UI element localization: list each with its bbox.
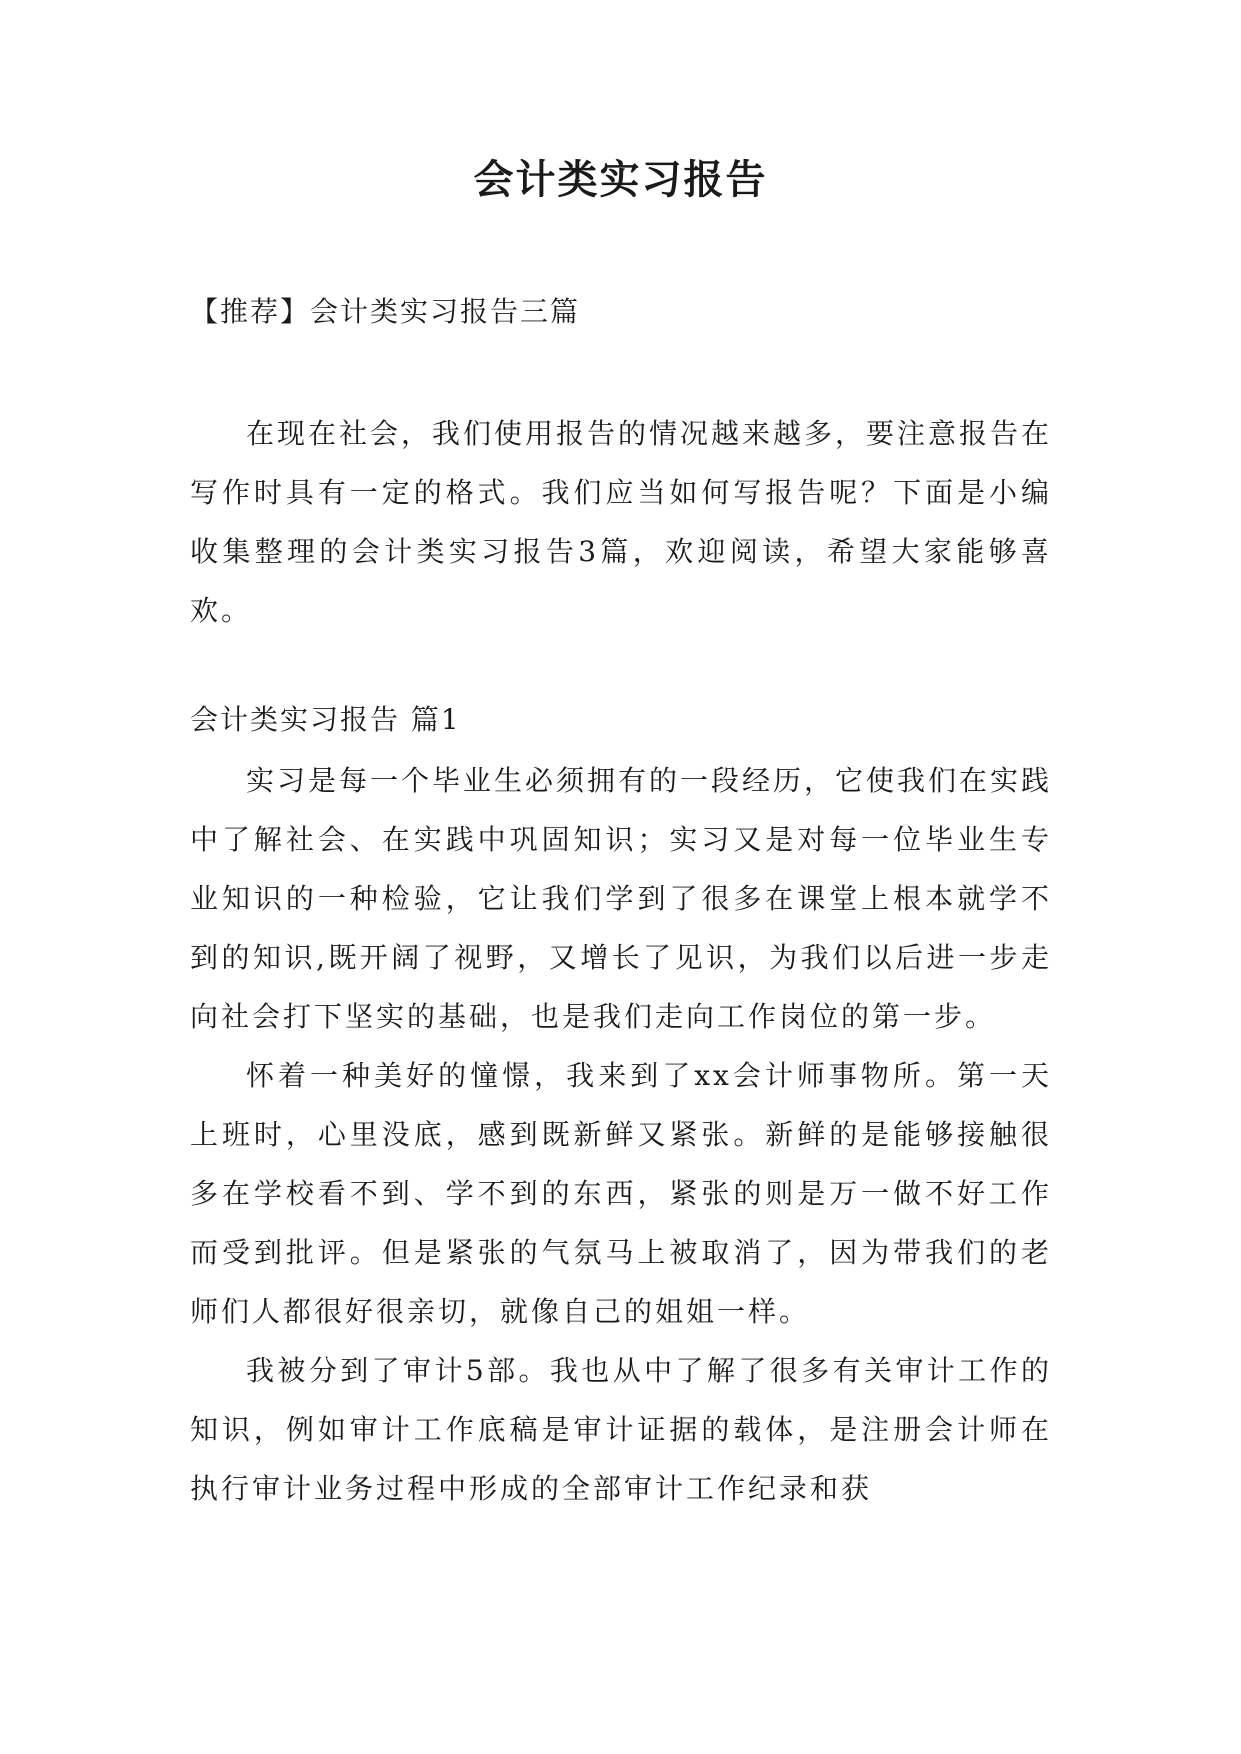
body-paragraph: 实习是每一个毕业生必须拥有的一段经历，它使我们在实践中了解社会、在实践中巩固知识；实习又是对每一位毕业生专业知识的一种检验，它让我们学到了很多在课堂上根本就学不到的知识,既开阔了视野，又增长了见识，为我们以后进一步走向社会打下坚实的基础，也是我们走向工作岗位的第一步。	[190, 764, 1053, 1033]
document-title: 会计类实习报告	[473, 156, 768, 203]
section-body	[190, 751, 1052, 1518]
body-paragraph: 怀着一种美好的憧憬，我来到了xx会计师事物所。第一天上班时，心里没底，感到既新鲜又紧张。新鲜的是能够接触很多在学校看不到、学不到的东西，紧张的则是万一做不好工作而受到批评。但是紧张的气氛马上被取消了，因为带我们的老师们人都很好很亲切，就像自己的姐姐一样。	[190, 1059, 1052, 1328]
section-heading: 会计类实习报告 篇1	[190, 703, 461, 736]
body-paragraph: 我被分到了审计5部。我也从中了解了很多有关审计工作的知识，例如审计工作底稿是审计证据的载体，是注册会计师在执行审计业务过程中形成的全部审计工作纪录和获	[190, 1354, 1052, 1505]
intro-section	[190, 404, 1052, 640]
intro-paragraph: 在现在社会，我们使用报告的情况越来越多，要注意报告在写作时具有一定的格式。我们应当如何写报告呢？下面是小编收集整理的会计类实习报告3篇，欢迎阅读，希望大家能够喜欢。	[190, 417, 1053, 627]
document-subtitle: 【推荐】会计类实习报告三篇	[190, 295, 581, 328]
